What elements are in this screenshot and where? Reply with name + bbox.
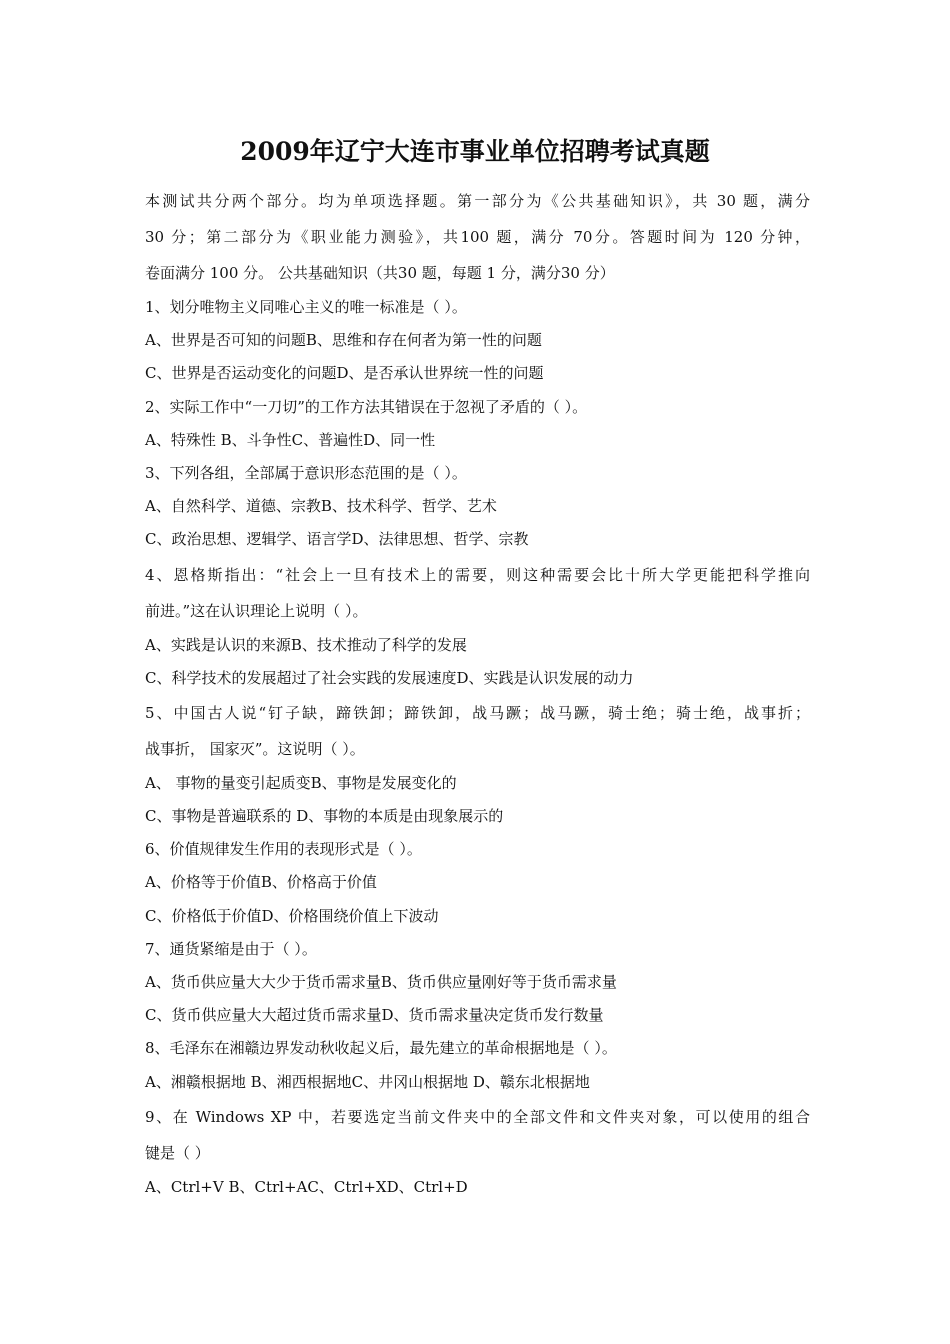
question-5 — [145, 695, 810, 833]
question-text: 6、价值规律发生作用的表现形式是（ ）。 — [145, 840, 422, 859]
question-text: 键是（ ） — [145, 1143, 210, 1162]
intro-line: 30 分；第二部分为《职业能力测验》，共100 题，满分 70分。答题时间为 120 分钟， — [145, 228, 810, 246]
intro-line: 本测试共分两个部分。均为单项选择题。第一部分为《公共基础知识》，共 30 题，满分 — [145, 192, 810, 210]
question-text: 5、中国古人说“钉子缺，蹄铁卸；蹄铁卸，战马蹶；战马蹶，骑士绝；骑士绝，战事折； — [145, 703, 810, 722]
question-2 — [145, 391, 810, 457]
option-line: C、科学技术的发展超过了社会实践的发展速度D、实践是认识发展的动力 — [145, 668, 634, 687]
question-1 — [145, 291, 810, 391]
question-text: 前进。”这在认识理论上说明（ ）。 — [145, 601, 368, 620]
question-3 — [145, 457, 810, 557]
question-text: 2、实际工作中“一刀切”的工作方法其错误在于忽视了矛盾的（ ）。 — [145, 397, 588, 416]
question-text: 9、在 Windows XP 中，若要选定当前文件夹中的全部文件和文件夹对象，可以使用的组合 — [145, 1107, 810, 1126]
intro-line: 卷面满分 100 分。 公共基础知识（共30 题，每题 1 分，满分30 分） — [145, 264, 615, 282]
option-line: C、事物是普遍联系的 D、事物的本质是由现象展示的 — [145, 807, 504, 826]
question-6 — [145, 833, 810, 933]
question-9 — [145, 1099, 810, 1204]
option-line: A、自然科学、道德、宗教B、技术科学、哲学、艺术 — [145, 497, 497, 516]
question-text: 8、毛泽东在湘赣边界发动秋收起义后，最先建立的革命根据地是（ ）。 — [145, 1039, 617, 1058]
question-text: 战事折， 国家灭”。这说明（ ）。 — [145, 739, 365, 758]
question-text: 1、划分唯物主义同唯心主义的唯一标准是（ ）。 — [145, 298, 467, 316]
question-4 — [145, 557, 810, 695]
question-text: 3、下列各组，全部属于意识形态范围的是（ ）。 — [145, 463, 467, 482]
option-line: C、世界是否运动变化的问题D、是否承认世界统一性的问题 — [145, 364, 544, 383]
option-line: C、价格低于价值D、价格围绕价值上下波动 — [145, 906, 439, 925]
option-line: A、特殊性 B、斗争性C、普遍性D、同一性 — [145, 430, 436, 449]
question-7 — [145, 933, 810, 1033]
option-line: A、实践是认识的来源B、技术推动了科学的发展 — [145, 635, 467, 654]
page-title: 2009年辽宁大连市事业单位招聘考试真题 — [240, 137, 710, 166]
option-line: A、湘赣根据地 B、湘西根据地C、井冈山根据地 D、赣东北根据地 — [145, 1072, 590, 1091]
option-line: A、世界是否可知的问题B、思维和存在何者为第一性的问题 — [145, 331, 542, 350]
question-text: 7、通货紧缩是由于（ ）。 — [145, 939, 317, 958]
option-line: A、价格等于价值B、价格高于价值 — [145, 873, 377, 892]
question-text: 4、恩格斯指出：“社会上一旦有技术上的需要，则这种需要会比十所大学更能把科学推向 — [145, 565, 810, 584]
option-line: A、货币供应量大大少于货币需求量B、货币供应量刚好等于货币需求量 — [145, 973, 617, 991]
option-line: A、 事物的量变引起质变B、事物是发展变化的 — [145, 773, 457, 792]
option-line: A、Ctrl+V B、Ctrl+AC、Ctrl+XD、Ctrl+D — [145, 1177, 468, 1196]
option-line: C、货币供应量大大超过货币需求量D、货币需求量决定货币发行数量 — [145, 1006, 604, 1025]
document-body — [145, 183, 810, 1204]
option-line: C、政治思想、逻辑学、语言学D、法律思想、哲学、宗教 — [145, 530, 529, 549]
question-8 — [145, 1032, 810, 1098]
intro-paragraph — [145, 183, 810, 291]
